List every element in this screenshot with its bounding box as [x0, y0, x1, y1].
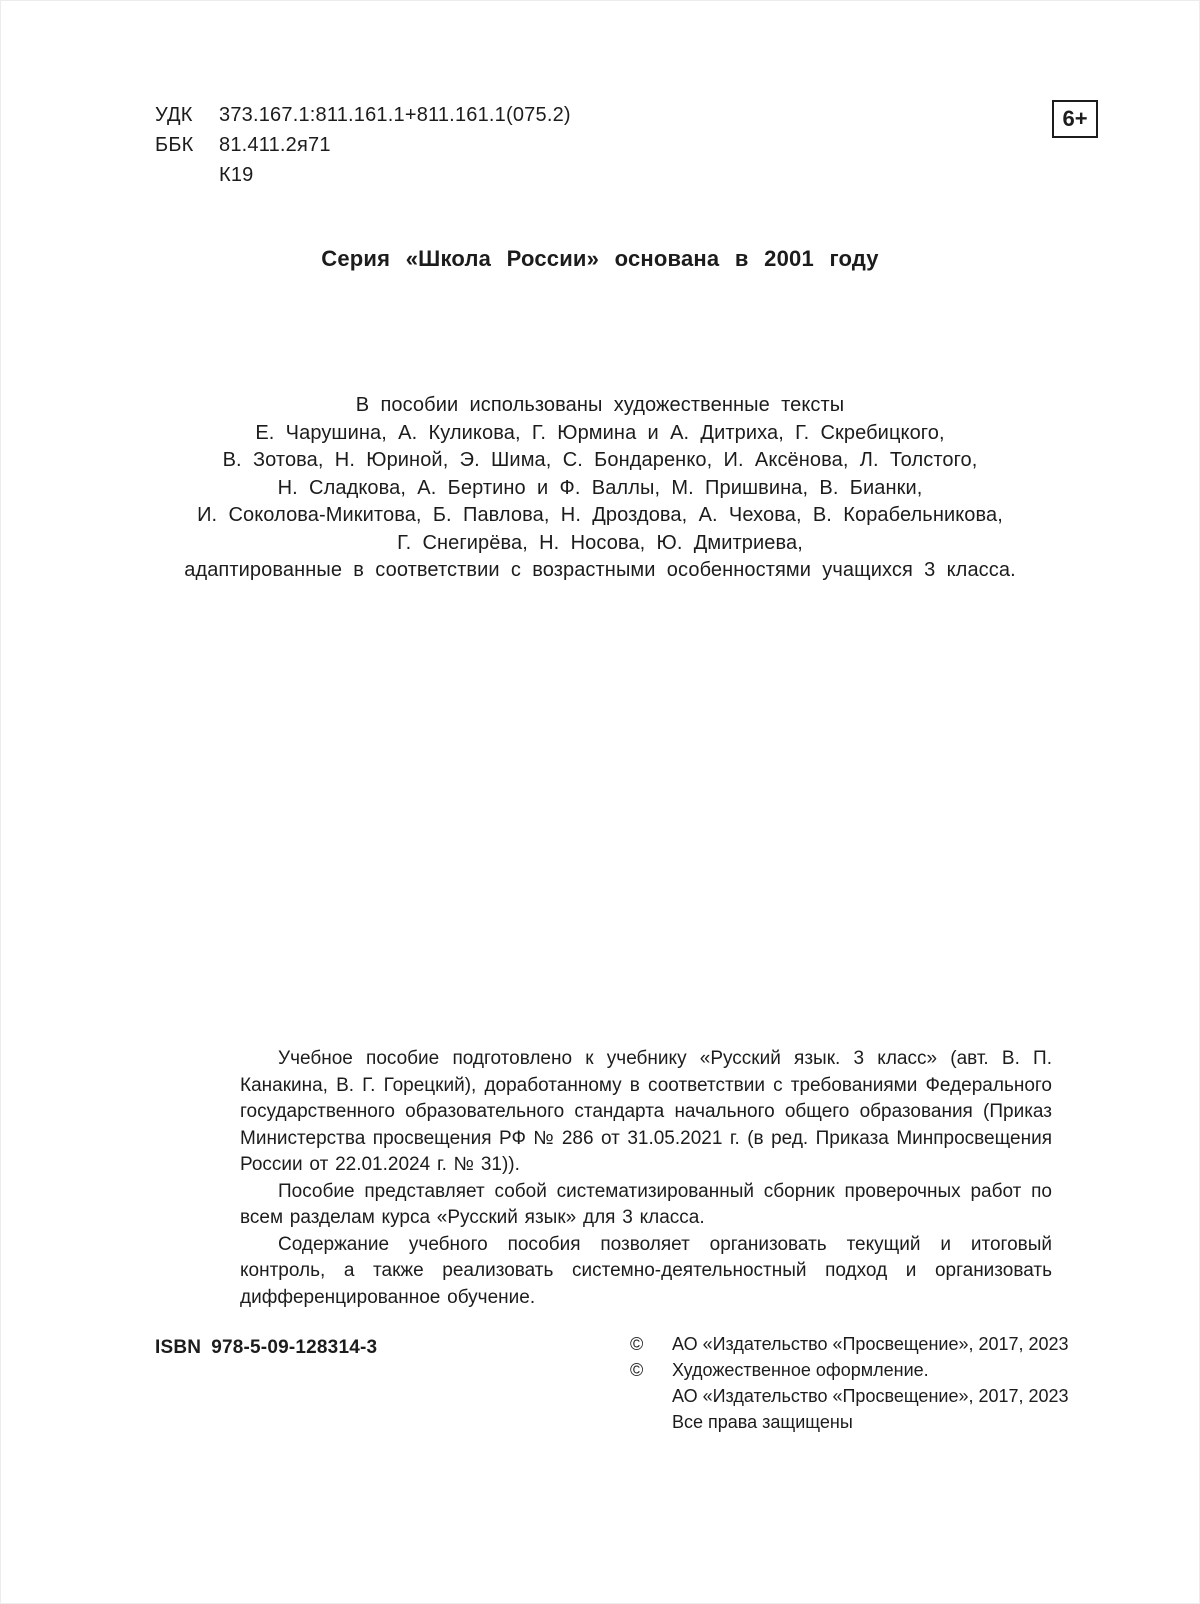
- authors-note-line: Г. Снегирёва, Н. Носова, Ю. Дмитриева,: [397, 531, 803, 554]
- copyright-text: Все права защищены: [672, 1412, 853, 1432]
- isbn-value: 978-5-09-128314-3: [211, 1337, 378, 1358]
- annotation-paragraph: Пособие представляет собой систематизированный сборник проверочных работ по всем разделам курса «Русский язык» для 3 класса.: [240, 1180, 1052, 1228]
- authors-note: [105, 392, 1095, 585]
- authors-note-line: Е. Чарушина, А. Куликова, Г. Юрмина и А. Дитриха, Г. Скребицкого,: [255, 421, 945, 444]
- copyright-block: [630, 1331, 1069, 1435]
- copyright-mark: [630, 1409, 672, 1435]
- copyright-mark: ©: [630, 1360, 644, 1380]
- authors-note-line: Н. Сладкова, А. Бертино и Ф. Валлы, М. Пришвина, В. Бианки,: [277, 476, 923, 499]
- authors-note-line: В. Зотова, Н. Юриной, Э. Шима, С. Бондаренко, И. Аксёнова, Л. Толстого,: [222, 449, 978, 471]
- age-rating-badge: 6+: [1052, 100, 1098, 138]
- authors-note-line: адаптированные в соответствии с возрастными особенностями учащихся 3 класса.: [184, 559, 1016, 581]
- copyright-mark: [630, 1383, 672, 1409]
- copyright-text: Художественное оформление.: [672, 1360, 929, 1380]
- annotation-paragraph: Содержание учебного пособия позволяет организовать текущий и итоговый контроль, а также реализовать системно-деятельностный подход и организовать дифференцированное обучение.: [240, 1233, 1052, 1308]
- isbn-label: ISBN: [155, 1337, 202, 1358]
- copyright-text: АО «Издательство «Просвещение», 2017, 2023: [672, 1334, 1069, 1354]
- copyright-row: [630, 1357, 1069, 1383]
- classification-codes: [155, 100, 571, 190]
- copyright-row: [630, 1383, 1069, 1409]
- book-code-spacer: [155, 160, 219, 190]
- isbn: [155, 1337, 377, 1359]
- copyright-row: [630, 1331, 1069, 1357]
- bbk-value: 81.411.2я71: [219, 134, 331, 156]
- bbk-label: ББК: [155, 134, 194, 156]
- udk-label: УДК: [155, 104, 193, 126]
- annotation-paragraph: Учебное пособие подготовлено к учебнику «Русский язык. 3 класс» (авт. В. П. Канакина, В. Г. Горецкий), доработанному в соответствии с требованиями Федерального государственного образовательного стандарта начального общего образования (Приказ Министерства просвещения РФ № 286 от 31.05.2021 г. (в ред. Приказа Минпросвещения России от 22.01.2024 г. № 31)).: [240, 1048, 1052, 1175]
- authors-note-line: И. Соколова-Микитова, Б. Павлова, Н. Дроздова, А. Чехова, В. Корабельникова,: [197, 504, 1003, 526]
- udk-row: [155, 100, 571, 130]
- bbk-row: [155, 130, 571, 160]
- copyright-text: АО «Издательство «Просвещение», 2017, 2023: [672, 1386, 1069, 1406]
- copyright-mark: ©: [630, 1334, 644, 1354]
- book-code-row: [155, 160, 571, 190]
- annotation: [240, 1046, 1052, 1311]
- series-note: Серия «Школа России» основана в 2001 году: [321, 246, 879, 271]
- book-code: К19: [219, 164, 254, 186]
- authors-note-line: В пособии использованы художественные тексты: [355, 394, 845, 416]
- udk-value: 373.167.1:811.161.1+811.161.1(075.2): [219, 104, 571, 126]
- copyright-row: [630, 1409, 1069, 1435]
